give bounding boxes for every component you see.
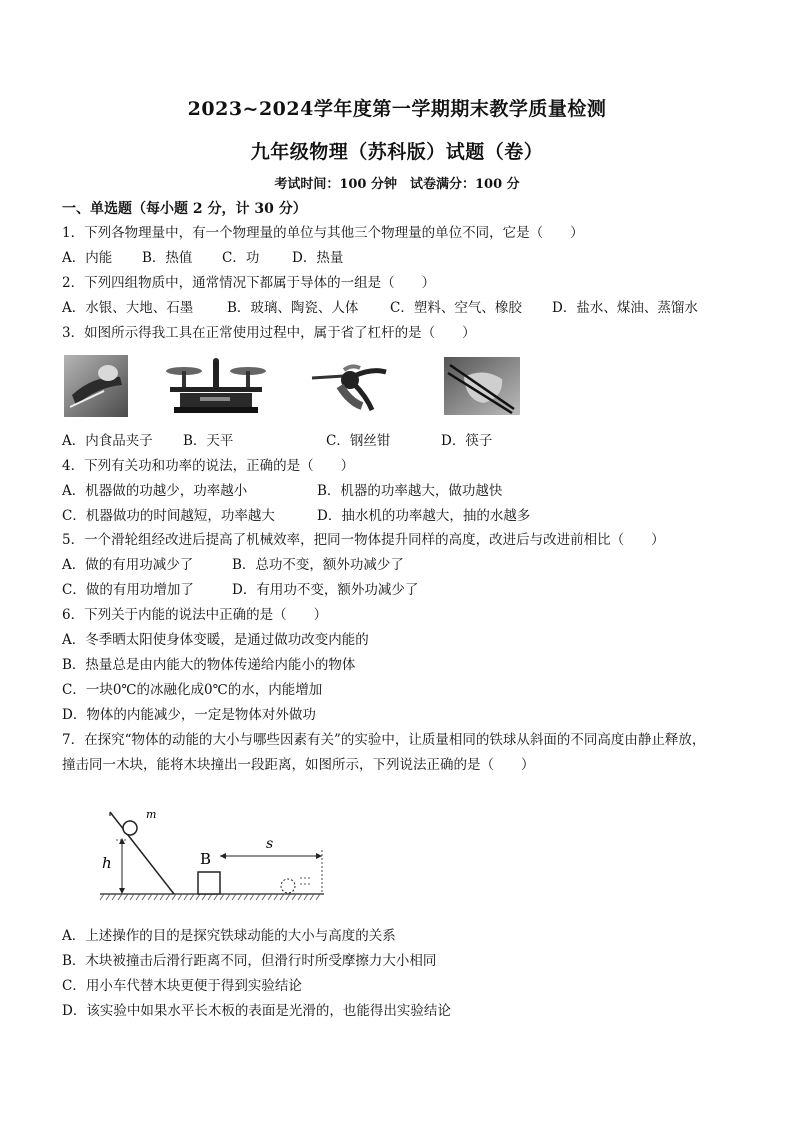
section-title: 一、单选题（每小题 2 分，计 30 分） bbox=[62, 201, 307, 217]
ball-label-mark: m bbox=[146, 808, 157, 821]
question-4-option-a: A．机器做的功越少，功率越小 bbox=[62, 483, 248, 499]
question-7-stem-continued: 撞击同一木块，能将木块撞出一段距离，如图所示，下列说法正确的是（ ） bbox=[62, 757, 535, 773]
incline-surface bbox=[110, 812, 174, 894]
question-7-stem: 7．在探究“物体的动能的大小与哪些因素有关”的实验中，让质量相同的铁球从斜面的不同高度由静止释放， bbox=[62, 732, 706, 748]
question-3-option-b: B．天平 bbox=[183, 433, 234, 449]
question-2-option-a: A．水银、大地、石墨 bbox=[62, 300, 194, 316]
exam-title: 2023~2024学年度第一学期期末教学质量检测 bbox=[187, 98, 607, 120]
distance-label: s bbox=[266, 836, 274, 852]
question-7-option-d: D．该实验中如果水平长木板的表面是光滑的，也能得出实验结论 bbox=[62, 1003, 451, 1019]
question-1-option-d: D．热量 bbox=[292, 250, 344, 266]
question-1-option-b: B．热值 bbox=[142, 250, 193, 266]
question-2-option-d: D．盐水、煤油、蒸馏水 bbox=[552, 300, 698, 316]
steel-ball bbox=[123, 821, 137, 835]
question-6-option-d: D．物体的内能减少，一定是物体对外做功 bbox=[62, 707, 316, 723]
ground-hatching bbox=[100, 894, 320, 900]
question-5-stem: 5．一个滑轮组经改进后提高了机械效率，把同一物体提升同样的高度，改进后与改进前相比（ ） bbox=[62, 532, 665, 548]
question-7-option-c: C．用小车代替木块更便于得到实验结论 bbox=[62, 978, 302, 994]
question-6-stem: 6．下列关于内能的说法中正确的是（ ） bbox=[62, 607, 328, 623]
question-6-option-b: B．热量总是由内能大的物体传递给内能小的物体 bbox=[62, 657, 356, 673]
question-3-option-a: A．内食品夹子 bbox=[62, 433, 153, 449]
question-4-option-b: B．机器的功率越大，做功越快 bbox=[317, 483, 503, 499]
height-label: h bbox=[102, 854, 112, 872]
question-3-option-d: D．筷子 bbox=[441, 433, 493, 449]
question-1-stem: 1．下列各物理量中，有一个物理量的单位与其他三个物理量的单位不同，它是（ ） bbox=[62, 225, 584, 241]
question-5-option-d: D．有用功不变，额外功减少了 bbox=[232, 582, 419, 598]
question-4-option-c: C．机器做功的时间越短，功率越大 bbox=[62, 508, 275, 524]
block-label: B bbox=[200, 850, 212, 868]
question-7-option-a: A．上述操作的目的是探究铁球动能的大小与高度的关系 bbox=[62, 928, 396, 944]
food-tongs-photo bbox=[64, 355, 128, 417]
wood-block bbox=[198, 872, 220, 894]
question-2-stem: 2．下列四组物质中，通常情况下都属于导体的一组是（ ） bbox=[62, 275, 436, 291]
wire-pliers-photo bbox=[310, 362, 396, 414]
question-5-option-c: C．做的有用功增加了 bbox=[62, 582, 194, 598]
question-1-option-c: C．功 bbox=[222, 250, 260, 266]
ball-final-position bbox=[281, 879, 295, 893]
question-6-option-c: C．一块0℃的冰融化成0℃的水，内能增加 bbox=[62, 682, 323, 698]
question-7-option-b: B．木块被撞击后滑行距离不同，但滑行时所受摩擦力大小相同 bbox=[62, 953, 437, 969]
question-4-stem: 4．下列有关功和功率的说法，正确的是（ ） bbox=[62, 458, 355, 474]
kinetic-energy-experiment-diagram bbox=[96, 806, 332, 902]
question-4-option-d: D．抽水机的功率越大，抽的水越多 bbox=[317, 508, 531, 524]
question-2-option-b: B．玻璃、陶瓷、人体 bbox=[227, 300, 359, 316]
question-3-stem: 3．如图所示得我工具在正常使用过程中，属于省了杠杆的是（ ） bbox=[62, 325, 476, 341]
question-2-option-c: C．塑料、空气、橡胶 bbox=[390, 300, 522, 316]
question-1-option-a: A．内能 bbox=[62, 250, 113, 266]
balance-scale-photo bbox=[160, 357, 272, 419]
exam-meta: 考试时间：100 分钟 试卷满分：100 分 bbox=[274, 177, 520, 192]
question-5-option-a: A．做的有用功减少了 bbox=[62, 557, 194, 573]
chopsticks-photo bbox=[444, 357, 520, 415]
question-5-option-b: B．总功不变，额外功减少了 bbox=[232, 557, 404, 573]
exam-subtitle: 九年级物理（苏科版）试题（卷） bbox=[250, 141, 544, 163]
question-3-option-c: C．钢丝钳 bbox=[326, 433, 391, 449]
question-6-option-a: A．冬季晒太阳使身体变暖，是通过做功改变内能的 bbox=[62, 632, 369, 648]
